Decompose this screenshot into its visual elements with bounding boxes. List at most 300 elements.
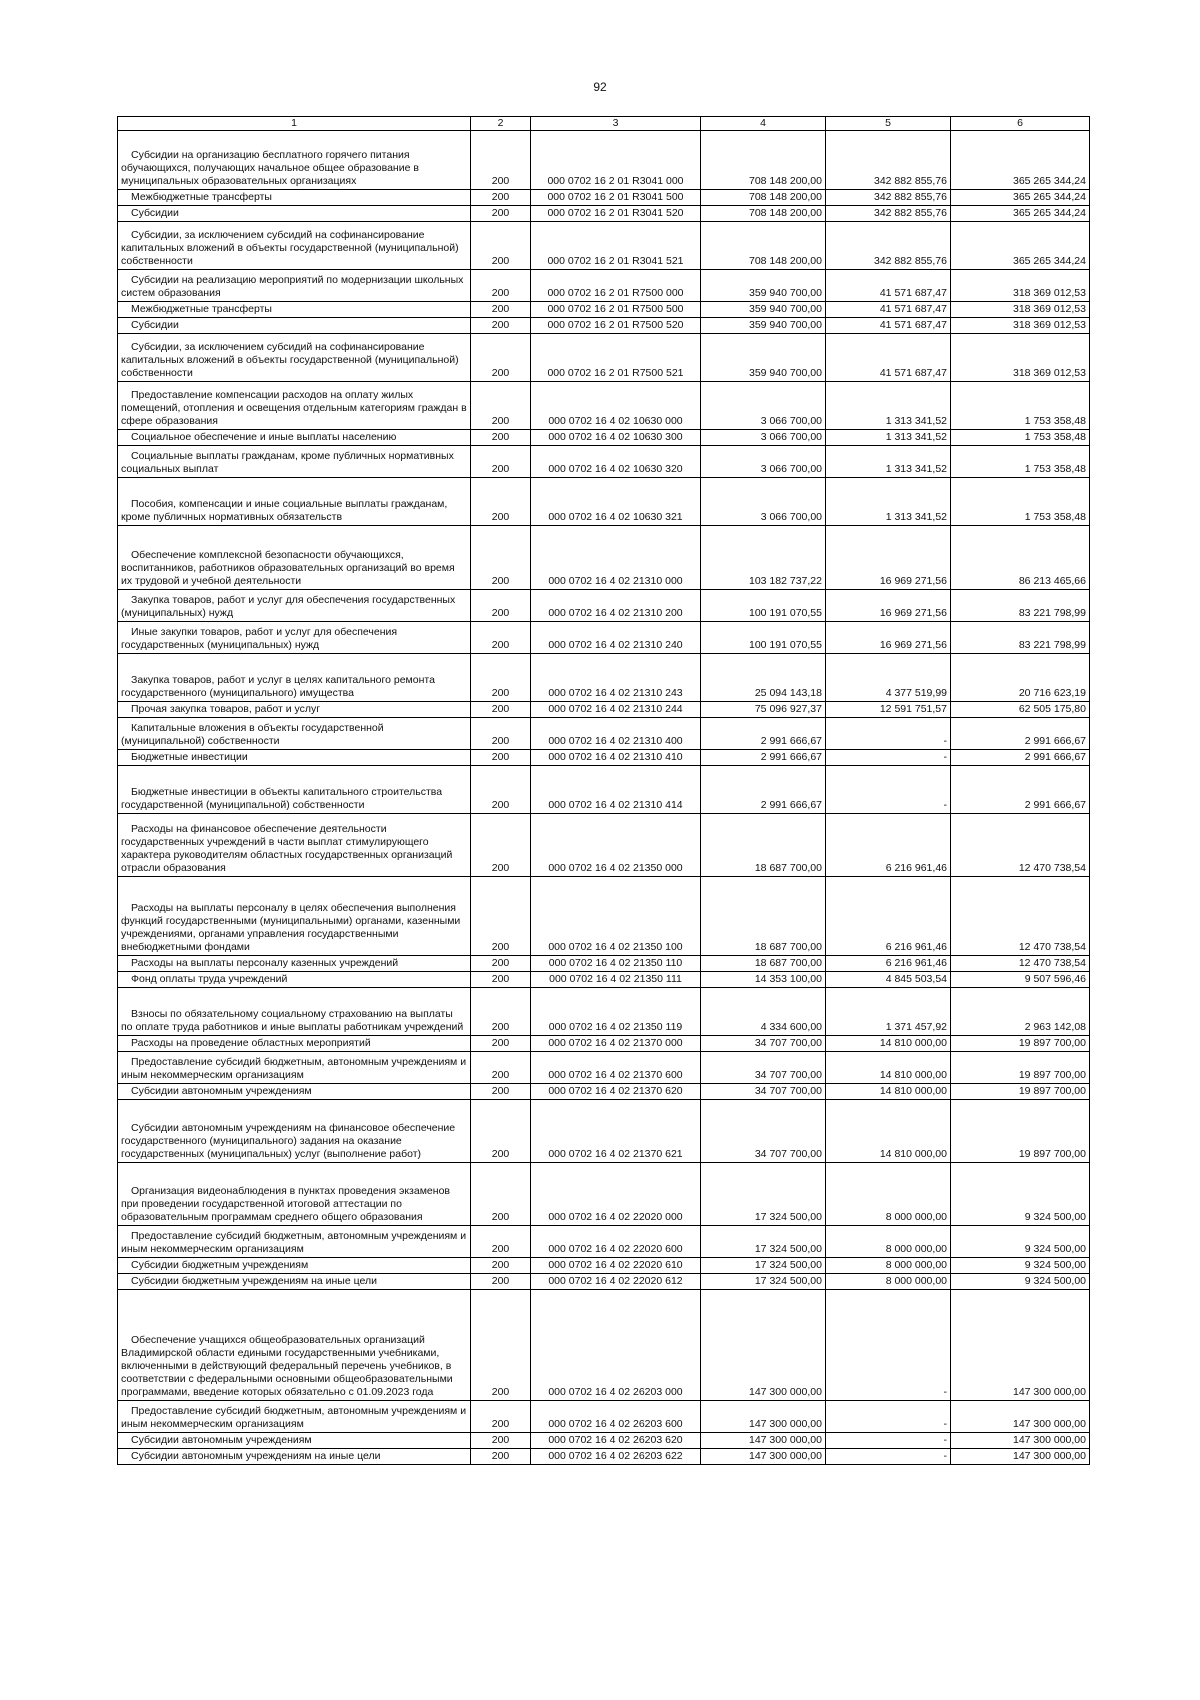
row-approved-amount: 147 300 000,00	[701, 1433, 826, 1449]
row-description	[118, 1433, 471, 1449]
row-budget-code: 000 0702 16 4 02 21310 400	[531, 718, 701, 750]
row-description	[118, 1449, 471, 1465]
row-description-text: Социальное обеспечение и иные выплаты населению	[131, 431, 397, 443]
column-header: 5	[826, 117, 951, 131]
table-row	[118, 1401, 1090, 1433]
row-admin-code: 200	[471, 1226, 531, 1258]
row-remaining-amount: 19 897 700,00	[951, 1100, 1090, 1163]
row-remaining-amount: 12 470 738,54	[951, 877, 1090, 956]
row-description	[118, 1274, 471, 1290]
column-header: 4	[701, 117, 826, 131]
row-description	[118, 222, 471, 270]
row-executed-amount: 6 216 961,46	[826, 877, 951, 956]
row-admin-code: 200	[471, 526, 531, 590]
row-admin-code: 200	[471, 382, 531, 430]
row-description-text: Субсидии на реализацию мероприятий по модернизации школьных систем образования	[121, 274, 464, 299]
row-remaining-amount: 12 470 738,54	[951, 956, 1090, 972]
row-description	[118, 956, 471, 972]
row-admin-code: 200	[471, 270, 531, 302]
column-header: 3	[531, 117, 701, 131]
column-header: 1	[118, 117, 471, 131]
row-admin-code: 200	[471, 1084, 531, 1100]
row-admin-code: 200	[471, 956, 531, 972]
row-description-text: Субсидии	[131, 207, 179, 219]
row-description-text: Субсидии на организацию бесплатного горячего питания обучающихся, получающих начальное общее образование в муниципальных образовательных организациях	[121, 149, 419, 187]
table-body	[118, 131, 1090, 1465]
row-remaining-amount: 1 753 358,48	[951, 478, 1090, 526]
row-description-text: Предоставление компенсации расходов на оплату жилых помещений, отопления и освещения отдельным категориям граждан в сфере образования	[121, 389, 467, 427]
table-row	[118, 446, 1090, 478]
row-remaining-amount: 1 753 358,48	[951, 430, 1090, 446]
row-description-text: Взносы по обязательному социальному страхованию на выплаты по оплате труда работников и иные выплаты работникам учреждений	[121, 1008, 464, 1033]
row-executed-amount: 14 810 000,00	[826, 1036, 951, 1052]
row-admin-code: 200	[471, 718, 531, 750]
row-remaining-amount: 9 324 500,00	[951, 1226, 1090, 1258]
row-description-text: Закупка товаров, работ и услуг в целях капитального ремонта государственного (муниципального) имущества	[121, 674, 435, 699]
row-approved-amount: 34 707 700,00	[701, 1084, 826, 1100]
row-admin-code: 200	[471, 1290, 531, 1401]
row-admin-code: 200	[471, 1401, 531, 1433]
row-description-text: Обеспечение комплексной безопасности обучающихся, воспитанников, работников образовательных организаций во время их трудовой и учебной деятельности	[121, 549, 455, 587]
table-row	[118, 206, 1090, 222]
row-remaining-amount: 9 324 500,00	[951, 1274, 1090, 1290]
row-executed-amount: 8 000 000,00	[826, 1163, 951, 1226]
row-budget-code: 000 0702 16 4 02 21310 410	[531, 750, 701, 766]
row-description-text: Расходы на проведение областных мероприятий	[131, 1037, 371, 1049]
row-executed-amount: 342 882 855,76	[826, 131, 951, 190]
row-approved-amount: 18 687 700,00	[701, 814, 826, 877]
row-budget-code: 000 0702 16 4 02 21370 621	[531, 1100, 701, 1163]
row-executed-amount: -	[826, 1433, 951, 1449]
row-description	[118, 877, 471, 956]
row-budget-code: 000 0702 16 4 02 21310 244	[531, 702, 701, 718]
row-admin-code: 200	[471, 1433, 531, 1449]
row-budget-code: 000 0702 16 2 01 R7500 000	[531, 270, 701, 302]
row-approved-amount: 708 148 200,00	[701, 206, 826, 222]
row-description-text: Закупка товаров, работ и услуг для обеспечения государственных (муниципальных) нужд	[121, 594, 456, 619]
row-admin-code: 200	[471, 972, 531, 988]
row-executed-amount: 12 591 751,57	[826, 702, 951, 718]
table-row	[118, 814, 1090, 877]
row-executed-amount: -	[826, 718, 951, 750]
table-row	[118, 972, 1090, 988]
table-row	[118, 1163, 1090, 1226]
row-admin-code: 200	[471, 622, 531, 654]
row-admin-code: 200	[471, 1052, 531, 1084]
row-approved-amount: 2 991 666,67	[701, 766, 826, 814]
row-remaining-amount: 83 221 798,99	[951, 622, 1090, 654]
row-description-text: Межбюджетные трансферты	[131, 303, 272, 315]
row-approved-amount: 708 148 200,00	[701, 190, 826, 206]
table-row	[118, 750, 1090, 766]
table-row	[118, 590, 1090, 622]
table-row	[118, 718, 1090, 750]
row-budget-code: 000 0702 16 4 02 22020 612	[531, 1274, 701, 1290]
row-remaining-amount: 9 507 596,46	[951, 972, 1090, 988]
row-executed-amount: -	[826, 1449, 951, 1465]
row-approved-amount: 18 687 700,00	[701, 956, 826, 972]
row-executed-amount: 8 000 000,00	[826, 1226, 951, 1258]
row-approved-amount: 103 182 737,22	[701, 526, 826, 590]
row-executed-amount: 14 810 000,00	[826, 1084, 951, 1100]
row-approved-amount: 17 324 500,00	[701, 1163, 826, 1226]
row-description	[118, 131, 471, 190]
row-approved-amount: 100 191 070,55	[701, 622, 826, 654]
row-executed-amount: -	[826, 766, 951, 814]
row-executed-amount: 4 377 519,99	[826, 654, 951, 702]
row-executed-amount: 342 882 855,76	[826, 206, 951, 222]
row-remaining-amount: 19 897 700,00	[951, 1052, 1090, 1084]
row-description	[118, 1401, 471, 1433]
table-row	[118, 1226, 1090, 1258]
row-approved-amount: 359 940 700,00	[701, 302, 826, 318]
table-row	[118, 222, 1090, 270]
row-executed-amount: 1 313 341,52	[826, 430, 951, 446]
row-admin-code: 200	[471, 478, 531, 526]
table-row	[118, 382, 1090, 430]
row-description-text: Субсидии автономным учреждениям на финансовое обеспечение государственного (муниципального) задания на оказание государственных (муниципальных) услуг (выполнение работ)	[121, 1122, 456, 1160]
row-remaining-amount: 1 753 358,48	[951, 382, 1090, 430]
row-description	[118, 1052, 471, 1084]
row-budget-code: 000 0702 16 4 02 10630 320	[531, 446, 701, 478]
row-budget-code: 000 0702 16 4 02 21370 000	[531, 1036, 701, 1052]
row-budget-code: 000 0702 16 4 02 26203 620	[531, 1433, 701, 1449]
row-budget-code: 000 0702 16 2 01 R3041 000	[531, 131, 701, 190]
row-admin-code: 200	[471, 590, 531, 622]
row-budget-code: 000 0702 16 4 02 21370 620	[531, 1084, 701, 1100]
row-description-text: Расходы на выплаты персоналу казенных учреждений	[131, 957, 399, 969]
row-executed-amount: 41 571 687,47	[826, 318, 951, 334]
row-executed-amount: 1 313 341,52	[826, 446, 951, 478]
row-executed-amount: 8 000 000,00	[826, 1258, 951, 1274]
row-description	[118, 446, 471, 478]
row-description-text: Фонд оплаты труда учреждений	[131, 973, 288, 985]
row-description	[118, 622, 471, 654]
row-remaining-amount: 86 213 465,66	[951, 526, 1090, 590]
row-approved-amount: 359 940 700,00	[701, 318, 826, 334]
row-budget-code: 000 0702 16 4 02 21310 000	[531, 526, 701, 590]
row-budget-code: 000 0702 16 2 01 R7500 520	[531, 318, 701, 334]
row-executed-amount: 14 810 000,00	[826, 1052, 951, 1084]
row-remaining-amount: 19 897 700,00	[951, 1084, 1090, 1100]
row-budget-code: 000 0702 16 4 02 21310 243	[531, 654, 701, 702]
row-admin-code: 200	[471, 1100, 531, 1163]
row-remaining-amount: 83 221 798,99	[951, 590, 1090, 622]
row-approved-amount: 708 148 200,00	[701, 131, 826, 190]
row-approved-amount: 3 066 700,00	[701, 430, 826, 446]
row-admin-code: 200	[471, 334, 531, 382]
row-executed-amount: 1 313 341,52	[826, 382, 951, 430]
row-description	[118, 270, 471, 302]
row-remaining-amount: 318 369 012,53	[951, 334, 1090, 382]
row-description-text: Бюджетные инвестиции в объекты капитального строительства государственной (муниципальной) собственности	[121, 786, 443, 811]
row-approved-amount: 34 707 700,00	[701, 1100, 826, 1163]
row-approved-amount: 3 066 700,00	[701, 382, 826, 430]
row-description	[118, 334, 471, 382]
row-executed-amount: 16 969 271,56	[826, 622, 951, 654]
budget-execution-table	[117, 116, 1090, 1465]
row-budget-code: 000 0702 16 4 02 22020 600	[531, 1226, 701, 1258]
row-approved-amount: 2 991 666,67	[701, 718, 826, 750]
row-executed-amount: 41 571 687,47	[826, 270, 951, 302]
row-description-text: Субсидии, за исключением субсидий на софинансирование капитальных вложений в объекты государственной (муниципальной) собственности	[121, 341, 459, 379]
table-row	[118, 1036, 1090, 1052]
row-description-text: Субсидии бюджетным учреждениям на иные цели	[131, 1275, 377, 1287]
row-executed-amount: 6 216 961,46	[826, 814, 951, 877]
row-admin-code: 200	[471, 206, 531, 222]
row-description	[118, 1258, 471, 1274]
row-executed-amount: 16 969 271,56	[826, 526, 951, 590]
row-budget-code: 000 0702 16 4 02 22020 610	[531, 1258, 701, 1274]
row-remaining-amount: 12 470 738,54	[951, 814, 1090, 877]
table-row	[118, 1449, 1090, 1465]
row-budget-code: 000 0702 16 4 02 21350 110	[531, 956, 701, 972]
row-description-text: Предоставление субсидий бюджетным, автономным учреждениям и иным некоммерческим организациям	[121, 1405, 467, 1430]
table-row	[118, 1433, 1090, 1449]
row-budget-code: 000 0702 16 4 02 21370 600	[531, 1052, 701, 1084]
row-description-text: Капитальные вложения в объекты государственной (муниципальной) собственности	[121, 722, 384, 747]
row-budget-code: 000 0702 16 4 02 21350 111	[531, 972, 701, 988]
table-row	[118, 302, 1090, 318]
row-admin-code: 200	[471, 1274, 531, 1290]
row-budget-code: 000 0702 16 4 02 21350 100	[531, 877, 701, 956]
row-remaining-amount: 365 265 344,24	[951, 206, 1090, 222]
table-row	[118, 526, 1090, 590]
row-description	[118, 718, 471, 750]
table-row	[118, 702, 1090, 718]
page-number: 92	[593, 80, 607, 94]
row-description-text: Пособия, компенсации и иные социальные выплаты гражданам, кроме публичных нормативных обязательств	[121, 498, 448, 523]
row-executed-amount: 16 969 271,56	[826, 590, 951, 622]
table-row	[118, 766, 1090, 814]
row-admin-code: 200	[471, 1258, 531, 1274]
table-row	[118, 988, 1090, 1036]
row-description-text: Межбюджетные трансферты	[131, 191, 272, 203]
row-budget-code: 000 0702 16 4 02 10630 321	[531, 478, 701, 526]
row-approved-amount: 147 300 000,00	[701, 1449, 826, 1465]
row-remaining-amount: 318 369 012,53	[951, 270, 1090, 302]
row-executed-amount: 41 571 687,47	[826, 334, 951, 382]
row-description-text: Прочая закупка товаров, работ и услуг	[131, 703, 321, 715]
row-approved-amount: 359 940 700,00	[701, 334, 826, 382]
row-admin-code: 200	[471, 750, 531, 766]
table-row	[118, 1100, 1090, 1163]
row-description	[118, 206, 471, 222]
row-description	[118, 1226, 471, 1258]
row-budget-code: 000 0702 16 4 02 21350 119	[531, 988, 701, 1036]
row-admin-code: 200	[471, 766, 531, 814]
row-executed-amount: -	[826, 1401, 951, 1433]
row-budget-code: 000 0702 16 2 01 R3041 520	[531, 206, 701, 222]
table-row	[118, 478, 1090, 526]
row-description-text: Субсидии	[131, 319, 179, 331]
row-description-text: Обеспечение учащихся общеобразовательных организаций Владимирской области едиными государственными учебниками, включенными в действующий федеральный перечень учебников, в соответствии с федеральными основными общеобразовательными программами, введение которых обязательно с 01.09.2023 года	[121, 1334, 453, 1398]
row-admin-code: 200	[471, 814, 531, 877]
row-executed-amount: 14 810 000,00	[826, 1100, 951, 1163]
row-description	[118, 972, 471, 988]
row-description	[118, 1290, 471, 1401]
row-approved-amount: 25 094 143,18	[701, 654, 826, 702]
row-remaining-amount: 365 265 344,24	[951, 190, 1090, 206]
table-row	[118, 318, 1090, 334]
row-executed-amount: 4 845 503,54	[826, 972, 951, 988]
column-header: 6	[951, 117, 1090, 131]
row-description	[118, 1100, 471, 1163]
row-description	[118, 302, 471, 318]
row-approved-amount: 75 096 927,37	[701, 702, 826, 718]
row-executed-amount: 8 000 000,00	[826, 1274, 951, 1290]
row-budget-code: 000 0702 16 2 01 R3041 521	[531, 222, 701, 270]
row-remaining-amount: 19 897 700,00	[951, 1036, 1090, 1052]
row-remaining-amount: 62 505 175,80	[951, 702, 1090, 718]
row-admin-code: 200	[471, 1036, 531, 1052]
row-description-text: Субсидии, за исключением субсидий на софинансирование капитальных вложений в объекты государственной (муниципальной) собственности	[121, 229, 459, 267]
row-admin-code: 200	[471, 988, 531, 1036]
row-remaining-amount: 318 369 012,53	[951, 318, 1090, 334]
row-description	[118, 1163, 471, 1226]
table-row	[118, 956, 1090, 972]
row-description	[118, 1084, 471, 1100]
row-description	[118, 526, 471, 590]
row-executed-amount: -	[826, 1290, 951, 1401]
row-description-text: Субсидии автономным учреждениям	[131, 1434, 312, 1446]
row-approved-amount: 4 334 600,00	[701, 988, 826, 1036]
row-description-text: Субсидии автономным учреждениям на иные цели	[131, 1450, 381, 1462]
row-admin-code: 200	[471, 702, 531, 718]
row-remaining-amount: 2 991 666,67	[951, 718, 1090, 750]
table-row	[118, 1290, 1090, 1401]
row-description-text: Предоставление субсидий бюджетным, автономным учреждениям и иным некоммерческим организациям	[121, 1230, 467, 1255]
row-approved-amount: 147 300 000,00	[701, 1401, 826, 1433]
table-row	[118, 1052, 1090, 1084]
row-remaining-amount: 365 265 344,24	[951, 222, 1090, 270]
row-remaining-amount: 1 753 358,48	[951, 446, 1090, 478]
row-description-text: Расходы на выплаты персоналу в целях обеспечения выполнения функций государственными (муниципальными) органами, казенными учреждениями, органами управления государственными внебюджетными фондами	[121, 902, 461, 953]
row-description-text: Бюджетные инвестиции	[131, 751, 248, 763]
row-executed-amount: 6 216 961,46	[826, 956, 951, 972]
row-admin-code: 200	[471, 190, 531, 206]
row-description	[118, 382, 471, 430]
row-description-text: Организация видеонаблюдения в пунктах проведения экзаменов при проведении государственной итоговой аттестации по образовательным программам среднего общего образования	[121, 1185, 450, 1223]
row-approved-amount: 18 687 700,00	[701, 877, 826, 956]
row-admin-code: 200	[471, 131, 531, 190]
row-budget-code: 000 0702 16 4 02 22020 000	[531, 1163, 701, 1226]
row-description	[118, 988, 471, 1036]
row-remaining-amount: 147 300 000,00	[951, 1401, 1090, 1433]
row-description-text: Субсидии бюджетным учреждениям	[131, 1259, 309, 1271]
table-row	[118, 1258, 1090, 1274]
row-budget-code: 000 0702 16 2 01 R7500 500	[531, 302, 701, 318]
row-admin-code: 200	[471, 430, 531, 446]
row-remaining-amount: 20 716 623,19	[951, 654, 1090, 702]
row-description-text: Расходы на финансовое обеспечение деятельности государственных учреждений в части выплат стимулирующего характера руководителям областных государственных организаций отрасли образования	[121, 823, 453, 874]
column-header: 2	[471, 117, 531, 131]
row-approved-amount: 359 940 700,00	[701, 270, 826, 302]
row-description	[118, 430, 471, 446]
row-executed-amount: -	[826, 750, 951, 766]
row-remaining-amount: 318 369 012,53	[951, 302, 1090, 318]
row-description-text: Субсидии автономным учреждениям	[131, 1085, 312, 1097]
row-description	[118, 702, 471, 718]
row-executed-amount: 41 571 687,47	[826, 302, 951, 318]
row-budget-code: 000 0702 16 4 02 21310 240	[531, 622, 701, 654]
row-admin-code: 200	[471, 1449, 531, 1465]
row-remaining-amount: 365 265 344,24	[951, 131, 1090, 190]
row-approved-amount: 14 353 100,00	[701, 972, 826, 988]
row-approved-amount: 100 191 070,55	[701, 590, 826, 622]
row-approved-amount: 17 324 500,00	[701, 1258, 826, 1274]
row-budget-code: 000 0702 16 4 02 26203 000	[531, 1290, 701, 1401]
row-description	[118, 750, 471, 766]
row-budget-code: 000 0702 16 4 02 26203 600	[531, 1401, 701, 1433]
row-admin-code: 200	[471, 877, 531, 956]
row-remaining-amount: 147 300 000,00	[951, 1449, 1090, 1465]
row-approved-amount: 3 066 700,00	[701, 446, 826, 478]
row-description	[118, 478, 471, 526]
table-row	[118, 131, 1090, 190]
row-executed-amount: 1 371 457,92	[826, 988, 951, 1036]
row-remaining-amount: 2 991 666,67	[951, 766, 1090, 814]
row-admin-code: 200	[471, 302, 531, 318]
row-admin-code: 200	[471, 654, 531, 702]
row-admin-code: 200	[471, 446, 531, 478]
row-remaining-amount: 2 991 666,67	[951, 750, 1090, 766]
row-approved-amount: 3 066 700,00	[701, 478, 826, 526]
row-budget-code: 000 0702 16 4 02 26203 622	[531, 1449, 701, 1465]
table-row	[118, 270, 1090, 302]
row-description	[118, 190, 471, 206]
table-row	[118, 622, 1090, 654]
row-description	[118, 1036, 471, 1052]
row-approved-amount: 147 300 000,00	[701, 1290, 826, 1401]
row-approved-amount: 2 991 666,67	[701, 750, 826, 766]
row-remaining-amount: 9 324 500,00	[951, 1163, 1090, 1226]
row-description	[118, 590, 471, 622]
row-description-text: Предоставление субсидий бюджетным, автономным учреждениям и иным некоммерческим организациям	[121, 1056, 467, 1081]
table-row	[118, 1084, 1090, 1100]
row-remaining-amount: 147 300 000,00	[951, 1433, 1090, 1449]
row-approved-amount: 17 324 500,00	[701, 1226, 826, 1258]
row-remaining-amount: 9 324 500,00	[951, 1258, 1090, 1274]
row-executed-amount: 1 313 341,52	[826, 478, 951, 526]
row-budget-code: 000 0702 16 2 01 R7500 521	[531, 334, 701, 382]
row-description-text: Иные закупки товаров, работ и услуг для обеспечения государственных (муниципальных) нужд	[121, 626, 398, 651]
table-row	[118, 877, 1090, 956]
row-description-text: Социальные выплаты гражданам, кроме публичных нормативных социальных выплат	[121, 450, 454, 475]
table-row	[118, 1274, 1090, 1290]
row-budget-code: 000 0702 16 4 02 21350 000	[531, 814, 701, 877]
row-approved-amount: 34 707 700,00	[701, 1052, 826, 1084]
row-budget-code: 000 0702 16 4 02 10630 300	[531, 430, 701, 446]
row-budget-code: 000 0702 16 4 02 21310 200	[531, 590, 701, 622]
table-row	[118, 430, 1090, 446]
row-admin-code: 200	[471, 1163, 531, 1226]
row-budget-code: 000 0702 16 4 02 21310 414	[531, 766, 701, 814]
row-description	[118, 654, 471, 702]
table-row	[118, 190, 1090, 206]
row-description	[118, 766, 471, 814]
row-description	[118, 814, 471, 877]
row-approved-amount: 34 707 700,00	[701, 1036, 826, 1052]
row-approved-amount: 708 148 200,00	[701, 222, 826, 270]
row-admin-code: 200	[471, 318, 531, 334]
row-executed-amount: 342 882 855,76	[826, 190, 951, 206]
column-number-row	[118, 117, 1090, 131]
table-row	[118, 334, 1090, 382]
row-admin-code: 200	[471, 222, 531, 270]
row-budget-code: 000 0702 16 2 01 R3041 500	[531, 190, 701, 206]
row-description	[118, 318, 471, 334]
